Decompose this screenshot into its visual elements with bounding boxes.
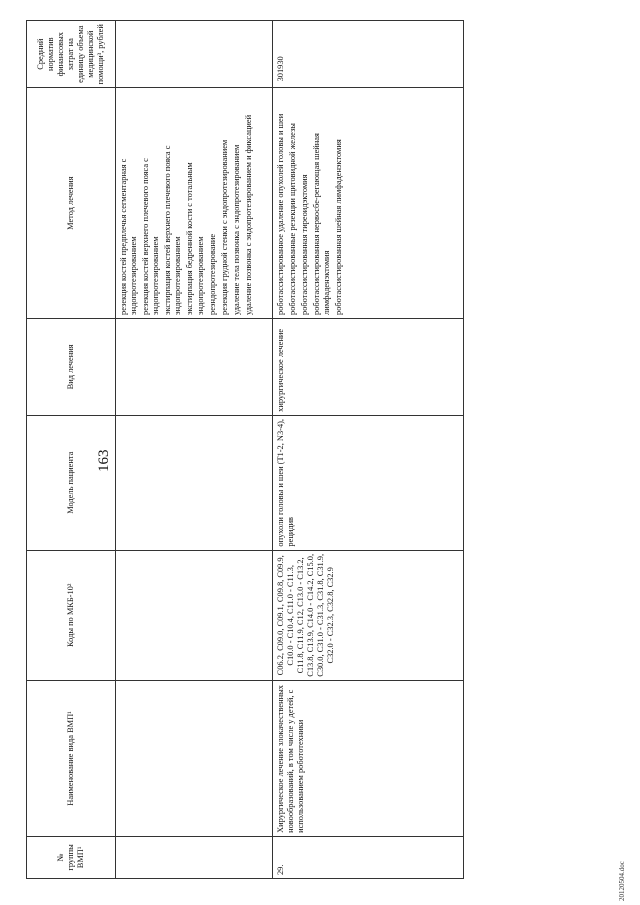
method-item: удаление позвонка с эндопротезированием и фиксацией [243, 114, 253, 315]
cell-group-no: 29. [273, 836, 464, 878]
cell-empty [116, 415, 273, 550]
table-row-29 [273, 21, 464, 879]
header-method: Метод лечения [27, 88, 116, 319]
header-group-no: № группы ВМП¹ [27, 836, 116, 878]
method-item: роботассистированное удаление опухолей головы и шеи [276, 113, 285, 315]
method-item: экстирпация костей верхнего плечевого пояса с эндопротезированием [163, 145, 183, 315]
method-item: резекция костей верхнего плечевого пояса с эндопротезированием [141, 158, 161, 315]
cell-empty [116, 21, 273, 88]
cell-treatment-type: хирургическое лечение [273, 318, 464, 415]
vmp-table [26, 20, 464, 879]
method-item: роботассистированная тиреоидэктомия [300, 174, 310, 315]
header-cost: Средний норматив финансовых затрат на единицу объема медицинской помощи³, рублей [27, 21, 116, 88]
table-row-continued [116, 21, 273, 879]
header-treatment-type: Вид лечения [27, 318, 116, 415]
cell-codes: C06.2, C09.0, C09.1, C09.8, C09.9, C10.0 - C10.4, C11.0 - C11.3, C11.8, C11.9, C12, C13.0 - C13.2, C13.8, C13.9, C14.0 - C14.2, C15.0, C30.0, C31.0 - C31.3, C31.8, C31.9, C32.0 - C32.3, C32.8, C32.9 [273, 550, 464, 681]
method-item: резекция грудной стенки с эндопротезированием [219, 139, 229, 315]
cell-continued-methods [116, 88, 273, 319]
method-item: роботассистированные резекции щитовидной железы [288, 123, 298, 315]
method-item: экстирпация бедренной кости с тотальным эндопротезированием [185, 162, 205, 315]
method-item: роботассистированная нервосбе-регающая шейная лимфаденэктомия [312, 133, 332, 315]
cell-cost: 301930 [273, 21, 464, 88]
cell-empty [116, 550, 273, 681]
cell-name: Хирургическое лечение злокачественных новообразований, в том числе у детей, с использованием робототехники [273, 681, 464, 837]
method-item: резекция костей предплечья сегментарная с эндопротезированием [119, 158, 139, 315]
document-id: 20120504.doc [618, 861, 626, 901]
cell-empty [116, 318, 273, 415]
header-model: Модель пациента [27, 415, 116, 550]
method-item: удаление тела позвонка с эндопротезированием [231, 144, 241, 315]
page-number: 163 [96, 449, 112, 472]
method-item: роботассистированная шейная лимфаденэктомия [334, 139, 344, 315]
cell-empty [116, 836, 273, 878]
method-item: реэндопротезирование [207, 233, 217, 315]
header-codes: Коды по МКБ-10² [27, 550, 116, 681]
cell-empty [116, 681, 273, 837]
table-header-row [27, 21, 116, 879]
cell-methods [273, 88, 464, 319]
header-name: Наименование вида ВМП¹ [27, 681, 116, 837]
cell-model: опухоли головы и шеи (T1-2, N3-4), рецидив [273, 415, 464, 550]
